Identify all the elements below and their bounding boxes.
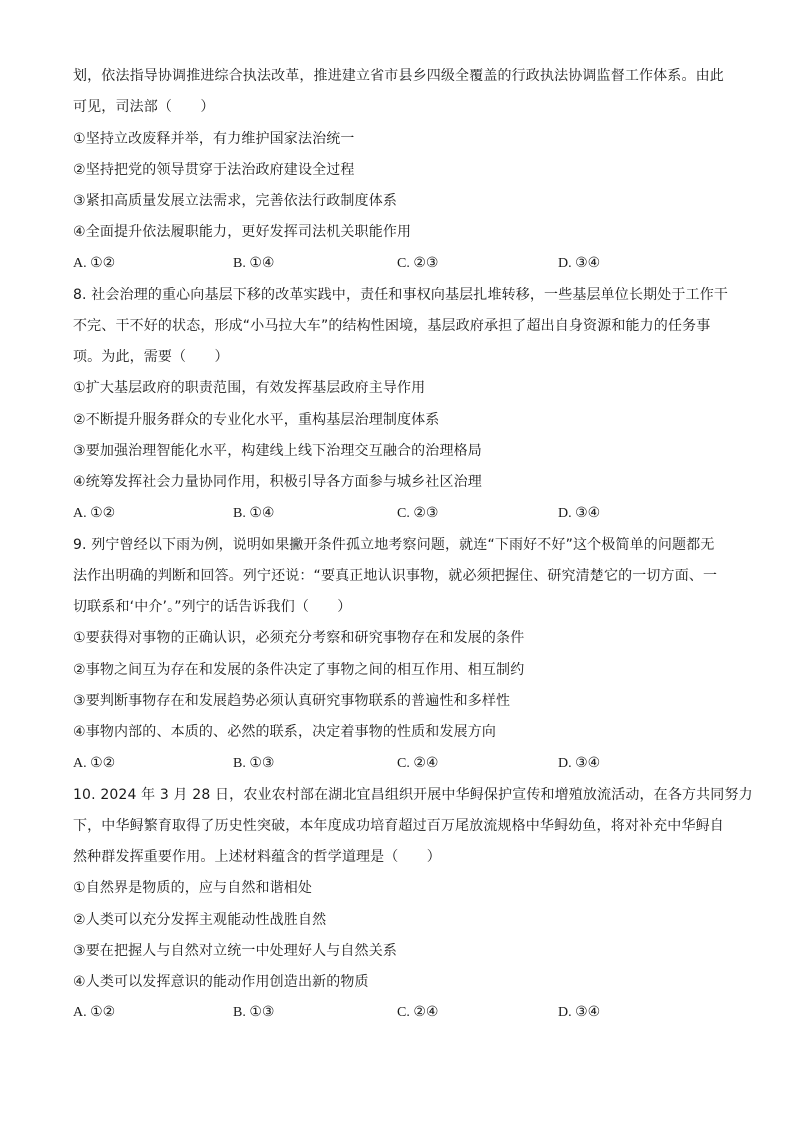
q10-option-a[interactable]: A. ①②	[73, 1005, 116, 1020]
q7-option-d[interactable]: D. ③④	[558, 256, 601, 271]
q9-statement-3: ③要判断事物存在和发展趋势必须认真研究事物联系的普遍性和多样性	[73, 693, 511, 709]
q8-statement-4: ④统筹发挥社会力量协同作用，积极引导各方面参与城乡社区治理	[73, 474, 482, 490]
q9-stem-line3: 切联系和‘中介’。”列宁的话告诉我们（ ）	[73, 599, 352, 615]
q8-stem-line2: 不完、干不好的状态，形成“小马拉大车”的结构性困境，基层政府承担了超出自身资源和能力的任务事	[73, 318, 711, 334]
q7-stem-line1: 划，依法指导协调推进综合执法改革，推进建立省市县乡四级全覆盖的行政执法协调监督工作体系。由此	[73, 68, 724, 84]
q9-stem-line1: 9. 列宁曾经以下雨为例，说明如果撇开条件孤立地考察问题，就连“下雨好不好”这个极简单的问题都无	[73, 537, 715, 553]
q8-stem-line1: 8. 社会治理的重心向基层下移的改革实践中，责任和事权向基层扎堆转移，一些基层单位长期处于工作干	[73, 287, 729, 303]
q10-option-b[interactable]: B. ①③	[233, 1005, 275, 1020]
q10-statement-1: ①自然界是物质的，应与自然和谐相处	[73, 880, 313, 896]
q10-stem-line3: 然种群发挥重要作用。上述材料蕴含的哲学道理是（ ）	[73, 849, 441, 865]
q7-option-c[interactable]: C. ②③	[397, 256, 439, 271]
q10-stem-line1: 10. 2024 年 3 月 28 日，农业农村部在湖北宜昌组织开展中华鲟保护宣传和增殖放流活动，在各方共同努力	[73, 787, 753, 803]
q10-option-c[interactable]: C. ②④	[397, 1005, 439, 1020]
q9-stem-line2: 法作出明确的判断和回答。列宁还说：“要真正地认识事物，就必须把握住、研究清楚它的一切方面、一	[73, 568, 718, 584]
q8-statement-2: ②不断提升服务群众的专业化水平，重构基层治理制度体系	[73, 412, 440, 428]
q7-option-b[interactable]: B. ①④	[233, 256, 275, 271]
q10-statement-4: ④人类可以发挥意识的能动作用创造出新的物质	[73, 974, 369, 990]
q8-option-d[interactable]: D. ③④	[558, 506, 601, 521]
q8-option-c[interactable]: C. ②③	[397, 506, 439, 521]
q7-statement-2: ②坚持把党的领导贯穿于法治政府建设全过程	[73, 162, 355, 178]
q8-option-a[interactable]: A. ①②	[73, 506, 116, 521]
q8-statement-3: ③要加强治理智能化水平，构建线上线下治理交互融合的治理格局	[73, 443, 482, 459]
q9-statement-4: ④事物内部的、本质的、必然的联系，决定着事物的性质和发展方向	[73, 724, 497, 740]
q10-stem-line2: 下，中华鲟繁育取得了历史性突破，本年度成功培育超过百万尾放流规格中华鲟幼鱼，将对补充中华鲟自	[73, 818, 724, 834]
q9-option-d[interactable]: D. ③④	[558, 756, 601, 771]
q8-statement-1: ①扩大基层政府的职责范围，有效发挥基层政府主导作用	[73, 380, 426, 396]
q9-statement-2: ②事物之间互为存在和发展的条件决定了事物之间的相互作用、相互制约	[73, 662, 525, 678]
q10-statement-2: ②人类可以充分发挥主观能动性战胜自然	[73, 912, 327, 928]
q9-option-a[interactable]: A. ①②	[73, 756, 116, 771]
q9-option-c[interactable]: C. ②④	[397, 756, 439, 771]
q10-statement-3: ③要在把握人与自然对立统一中处理好人与自然关系	[73, 943, 397, 959]
q8-option-b[interactable]: B. ①④	[233, 506, 275, 521]
q7-statement-1: ①坚持立改废释并举，有力维护国家法治统一	[73, 131, 355, 147]
q7-stem-line2: 可见，司法部（ ）	[73, 99, 215, 115]
q9-statement-1: ①要获得对事物的正确认识，必须充分考察和研究事物存在和发展的条件	[73, 630, 525, 646]
q7-statement-4: ④全面提升依法履职能力，更好发挥司法机关职能作用	[73, 224, 412, 240]
q7-option-a[interactable]: A. ①②	[73, 256, 116, 271]
q10-option-d[interactable]: D. ③④	[558, 1005, 601, 1020]
q8-stem-line3: 项。为此，需要（ ）	[73, 349, 229, 365]
q9-option-b[interactable]: B. ①③	[233, 756, 275, 771]
q7-statement-3: ③紧扣高质量发展立法需求，完善依法行政制度体系	[73, 193, 397, 209]
